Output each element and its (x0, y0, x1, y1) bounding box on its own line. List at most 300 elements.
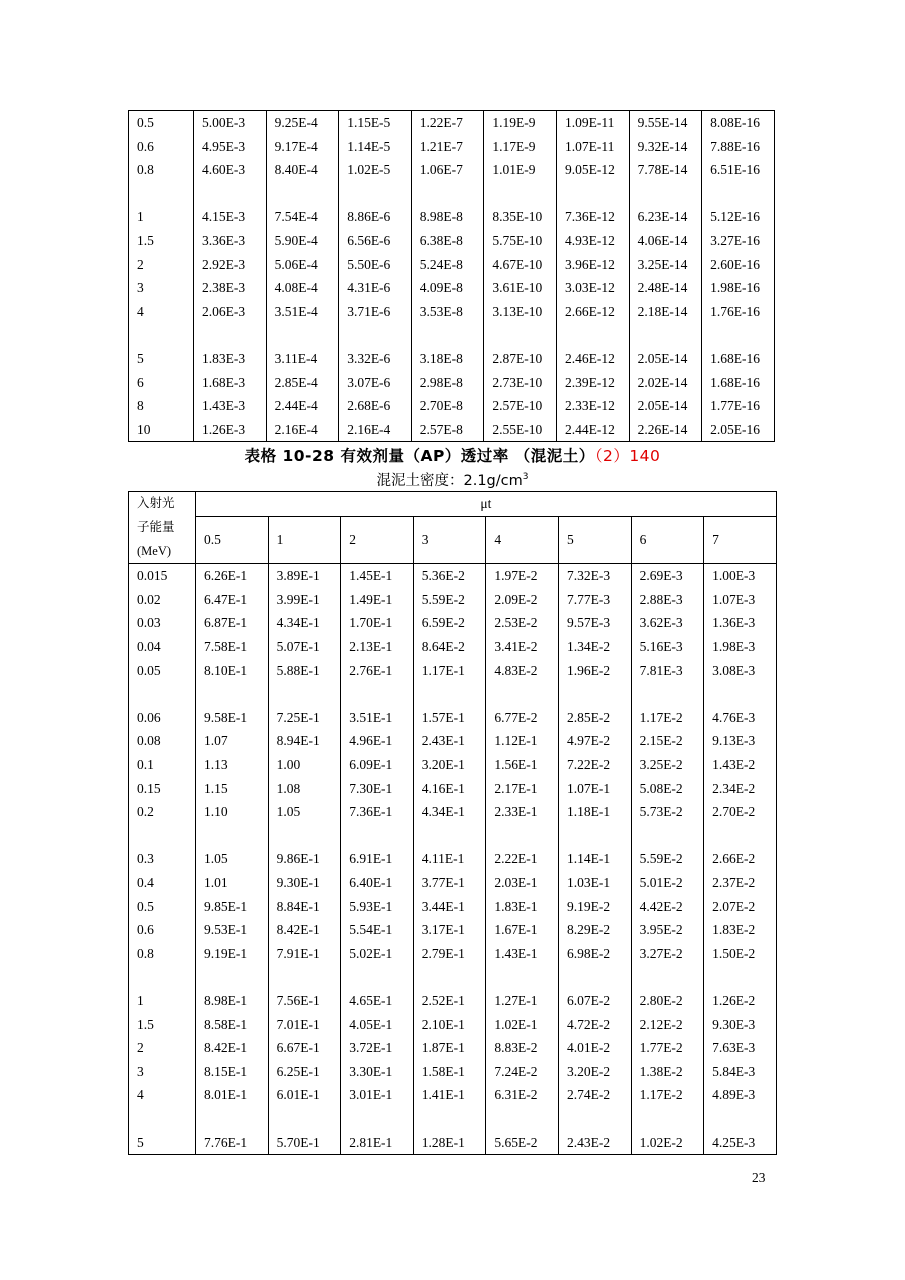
value-cell: 3.18E-8 (411, 347, 484, 371)
value-cell: 3.32E-6 (339, 347, 412, 371)
value-cell: 1.01 (196, 871, 269, 895)
column-header-cell: 0.5 (196, 516, 269, 564)
energy-cell: 0.8 (129, 158, 194, 182)
value-cell (558, 682, 631, 706)
value-cell: 1.17E-2 (631, 1083, 704, 1107)
value-cell: 1.13 (196, 753, 269, 777)
table-bottom-body (129, 492, 777, 1155)
energy-cell: 0.6 (129, 135, 194, 159)
header-row-mu (129, 492, 777, 517)
value-cell (413, 824, 486, 848)
value-cell: 1.50E-2 (704, 942, 777, 966)
value-cell: 5.73E-2 (631, 800, 704, 824)
value-cell: 7.54E-4 (266, 205, 339, 229)
side-header-line-2: 子能量 (129, 516, 196, 540)
value-cell: 7.01E-1 (268, 1013, 341, 1037)
value-cell: 1.36E-3 (704, 611, 777, 635)
value-cell: 6.91E-1 (341, 847, 414, 871)
table-row (129, 371, 775, 395)
value-cell: 5.06E-4 (266, 253, 339, 277)
value-cell: 4.83E-2 (486, 659, 559, 683)
value-cell: 9.30E-3 (704, 1013, 777, 1037)
column-header-cell: 6 (631, 516, 704, 564)
energy-cell: 5 (129, 1131, 196, 1155)
value-cell: 2.53E-2 (486, 611, 559, 635)
value-cell: 1.70E-1 (341, 611, 414, 635)
value-cell: 1.07E-1 (558, 777, 631, 801)
value-cell (556, 182, 629, 206)
value-cell: 1.83E-1 (486, 895, 559, 919)
value-cell: 1.27E-1 (486, 989, 559, 1013)
table-row (129, 729, 777, 753)
value-cell: 5.90E-4 (266, 229, 339, 253)
value-cell: 4.97E-2 (558, 729, 631, 753)
value-cell: 2.12E-2 (631, 1013, 704, 1037)
value-cell: 4.76E-3 (704, 706, 777, 730)
value-cell (629, 182, 702, 206)
value-cell: 2.17E-1 (486, 777, 559, 801)
value-cell (704, 1107, 777, 1131)
value-cell: 3.53E-8 (411, 300, 484, 324)
value-cell: 9.58E-1 (196, 706, 269, 730)
value-cell: 4.93E-12 (556, 229, 629, 253)
energy-cell: 1.5 (129, 229, 194, 253)
value-cell: 7.56E-1 (268, 989, 341, 1013)
value-cell: 2.44E-4 (266, 394, 339, 418)
value-cell: 3.99E-1 (268, 588, 341, 612)
value-cell: 4.09E-8 (411, 276, 484, 300)
value-cell (629, 323, 702, 347)
value-cell: 1.17E-1 (413, 659, 486, 683)
value-cell: 2.05E-14 (629, 394, 702, 418)
value-cell: 4.01E-2 (558, 1036, 631, 1060)
value-cell: 5.88E-1 (268, 659, 341, 683)
value-cell: 2.33E-1 (486, 800, 559, 824)
value-cell: 7.78E-14 (629, 158, 702, 182)
value-cell: 5.59E-2 (413, 588, 486, 612)
value-cell: 6.47E-1 (196, 588, 269, 612)
table-spacer-row (129, 824, 777, 848)
value-cell: 4.34E-1 (268, 611, 341, 635)
value-cell: 1.28E-1 (413, 1131, 486, 1155)
value-cell: 5.24E-8 (411, 253, 484, 277)
energy-cell: 6 (129, 371, 194, 395)
value-cell: 1.77E-2 (631, 1036, 704, 1060)
mu-header: μt (196, 492, 777, 517)
value-cell: 3.01E-1 (341, 1083, 414, 1107)
value-cell: 2.34E-2 (704, 777, 777, 801)
value-cell: 5.50E-6 (339, 253, 412, 277)
value-cell: 9.17E-4 (266, 135, 339, 159)
density-superscript: 3 (522, 472, 529, 483)
value-cell: 9.85E-1 (196, 895, 269, 919)
value-cell: 1.12E-1 (486, 729, 559, 753)
value-cell: 3.62E-3 (631, 611, 704, 635)
value-cell: 3.27E-16 (702, 229, 775, 253)
value-cell: 3.30E-1 (341, 1060, 414, 1084)
value-cell: 2.66E-2 (704, 847, 777, 871)
value-cell: 6.26E-1 (196, 564, 269, 588)
value-cell: 5.01E-2 (631, 871, 704, 895)
table-row (129, 205, 775, 229)
value-cell (413, 965, 486, 989)
value-cell (486, 682, 559, 706)
value-cell: 8.83E-2 (486, 1036, 559, 1060)
value-cell: 2.43E-2 (558, 1131, 631, 1155)
value-cell (558, 1107, 631, 1131)
energy-cell: 3 (129, 1060, 196, 1084)
value-cell: 9.19E-2 (558, 895, 631, 919)
value-cell: 3.11E-4 (266, 347, 339, 371)
value-cell: 2.37E-2 (704, 871, 777, 895)
value-cell (704, 682, 777, 706)
value-cell: 1.15 (196, 777, 269, 801)
value-cell: 5.75E-10 (484, 229, 557, 253)
column-header-cell: 4 (486, 516, 559, 564)
value-cell: 1.18E-1 (558, 800, 631, 824)
value-cell: 5.59E-2 (631, 847, 704, 871)
value-cell: 1.43E-2 (704, 753, 777, 777)
table-row (129, 253, 775, 277)
value-cell: 9.05E-12 (556, 158, 629, 182)
density-subtitle (0, 469, 905, 490)
table-row (129, 706, 777, 730)
value-cell: 4.72E-2 (558, 1013, 631, 1037)
value-cell: 1.08 (268, 777, 341, 801)
table-row (129, 135, 775, 159)
value-cell: 8.35E-10 (484, 205, 557, 229)
value-cell: 3.27E-2 (631, 942, 704, 966)
value-cell (486, 1107, 559, 1131)
value-cell: 3.08E-3 (704, 659, 777, 683)
energy-cell: 1 (129, 989, 196, 1013)
value-cell: 2.48E-14 (629, 276, 702, 300)
energy-cell: 4 (129, 1083, 196, 1107)
value-cell: 1.68E-16 (702, 347, 775, 371)
value-cell: 1.17E-2 (631, 706, 704, 730)
value-cell: 6.87E-1 (196, 611, 269, 635)
table-row (129, 229, 775, 253)
value-cell: 2.39E-12 (556, 371, 629, 395)
value-cell: 8.15E-1 (196, 1060, 269, 1084)
value-cell: 2.70E-8 (411, 394, 484, 418)
value-cell (413, 1107, 486, 1131)
value-cell: 3.61E-10 (484, 276, 557, 300)
value-cell: 3.25E-2 (631, 753, 704, 777)
value-cell: 3.95E-2 (631, 918, 704, 942)
value-cell: 2.03E-1 (486, 871, 559, 895)
value-cell: 6.31E-2 (486, 1083, 559, 1107)
value-cell: 2.76E-1 (341, 659, 414, 683)
value-cell: 1.83E-3 (194, 347, 267, 371)
value-cell: 1.02E-1 (486, 1013, 559, 1037)
value-cell: 5.93E-1 (341, 895, 414, 919)
value-cell: 1.45E-1 (341, 564, 414, 588)
value-cell: 1.34E-2 (558, 635, 631, 659)
value-cell: 3.07E-6 (339, 371, 412, 395)
energy-cell: 2 (129, 253, 194, 277)
table-row (129, 276, 775, 300)
value-cell (411, 182, 484, 206)
energy-cell: 1 (129, 205, 194, 229)
value-cell: 7.36E-12 (556, 205, 629, 229)
value-cell: 7.30E-1 (341, 777, 414, 801)
value-cell: 8.01E-1 (196, 1083, 269, 1107)
table-row (129, 871, 777, 895)
energy-cell: 0.8 (129, 942, 196, 966)
table-top-body (129, 111, 775, 442)
value-cell (704, 824, 777, 848)
value-cell: 6.09E-1 (341, 753, 414, 777)
table-row (129, 1083, 777, 1107)
value-cell: 1.58E-1 (413, 1060, 486, 1084)
value-cell (266, 323, 339, 347)
value-cell: 4.67E-10 (484, 253, 557, 277)
value-cell: 5.08E-2 (631, 777, 704, 801)
table-row (129, 989, 777, 1013)
value-cell: 6.23E-14 (629, 205, 702, 229)
value-cell: 4.65E-1 (341, 989, 414, 1013)
energy-cell (129, 965, 196, 989)
value-cell: 2.98E-8 (411, 371, 484, 395)
value-cell: 9.53E-1 (196, 918, 269, 942)
value-cell: 3.03E-12 (556, 276, 629, 300)
value-cell: 2.69E-3 (631, 564, 704, 588)
value-cell (341, 1107, 414, 1131)
value-cell: 7.88E-16 (702, 135, 775, 159)
table-title (0, 444, 905, 466)
energy-cell: 4 (129, 300, 194, 324)
value-cell: 2.88E-3 (631, 588, 704, 612)
table-row (129, 635, 777, 659)
value-cell: 2.09E-2 (486, 588, 559, 612)
value-cell: 2.74E-2 (558, 1083, 631, 1107)
value-cell: 2.05E-14 (629, 347, 702, 371)
value-cell: 2.52E-1 (413, 989, 486, 1013)
value-cell: 4.95E-3 (194, 135, 267, 159)
value-cell: 6.07E-2 (558, 989, 631, 1013)
value-cell: 6.77E-2 (486, 706, 559, 730)
energy-cell: 0.08 (129, 729, 196, 753)
value-cell: 2.81E-1 (341, 1131, 414, 1155)
value-cell: 4.25E-3 (704, 1131, 777, 1155)
value-cell: 2.79E-1 (413, 942, 486, 966)
value-cell (486, 824, 559, 848)
value-cell: 8.42E-1 (196, 1036, 269, 1060)
table-row (129, 158, 775, 182)
energy-cell (129, 1107, 196, 1131)
transmission-table-concrete (128, 491, 777, 1155)
value-cell: 1.00 (268, 753, 341, 777)
value-cell: 1.14E-5 (339, 135, 412, 159)
value-cell: 2.22E-1 (486, 847, 559, 871)
value-cell: 7.25E-1 (268, 706, 341, 730)
value-cell: 8.98E-1 (196, 989, 269, 1013)
table-row (129, 588, 777, 612)
energy-cell: 0.6 (129, 918, 196, 942)
value-cell: 4.06E-14 (629, 229, 702, 253)
header-row-columns (129, 516, 777, 540)
table-row (129, 1036, 777, 1060)
value-cell: 1.67E-1 (486, 918, 559, 942)
table-row (129, 111, 775, 135)
value-cell: 1.26E-2 (704, 989, 777, 1013)
value-cell: 9.55E-14 (629, 111, 702, 135)
value-cell: 7.63E-3 (704, 1036, 777, 1060)
value-cell: 3.51E-1 (341, 706, 414, 730)
value-cell: 1.98E-16 (702, 276, 775, 300)
value-cell: 9.13E-3 (704, 729, 777, 753)
table-row (129, 800, 777, 824)
value-cell: 8.40E-4 (266, 158, 339, 182)
value-cell: 2.13E-1 (341, 635, 414, 659)
value-cell: 2.85E-2 (558, 706, 631, 730)
value-cell: 1.43E-3 (194, 394, 267, 418)
value-cell: 2.05E-16 (702, 418, 775, 442)
value-cell: 1.10 (196, 800, 269, 824)
value-cell: 9.25E-4 (266, 111, 339, 135)
value-cell (413, 682, 486, 706)
value-cell: 3.71E-6 (339, 300, 412, 324)
value-cell: 1.07E-11 (556, 135, 629, 159)
value-cell: 5.70E-1 (268, 1131, 341, 1155)
value-cell: 5.36E-2 (413, 564, 486, 588)
energy-cell: 0.15 (129, 777, 196, 801)
value-cell (556, 323, 629, 347)
value-cell: 7.91E-1 (268, 942, 341, 966)
value-cell: 4.89E-3 (704, 1083, 777, 1107)
value-cell (268, 682, 341, 706)
value-cell: 2.44E-12 (556, 418, 629, 442)
value-cell: 2.80E-2 (631, 989, 704, 1013)
value-cell: 7.22E-2 (558, 753, 631, 777)
table-spacer-row (129, 182, 775, 206)
value-cell (268, 824, 341, 848)
value-cell: 7.76E-1 (196, 1131, 269, 1155)
value-cell: 2.60E-16 (702, 253, 775, 277)
value-cell: 8.29E-2 (558, 918, 631, 942)
value-cell: 6.38E-8 (411, 229, 484, 253)
value-cell: 4.60E-3 (194, 158, 267, 182)
table-row (129, 942, 777, 966)
page-number: 23 (752, 1170, 766, 1185)
value-cell: 2.10E-1 (413, 1013, 486, 1037)
value-cell: 7.81E-3 (631, 659, 704, 683)
value-cell: 5.54E-1 (341, 918, 414, 942)
value-cell: 9.19E-1 (196, 942, 269, 966)
energy-cell: 0.04 (129, 635, 196, 659)
value-cell: 1.38E-2 (631, 1060, 704, 1084)
value-cell (558, 965, 631, 989)
column-header-cell: 1 (268, 516, 341, 564)
value-cell: 1.49E-1 (341, 588, 414, 612)
table-row (129, 394, 775, 418)
value-cell (631, 824, 704, 848)
energy-cell: 0.1 (129, 753, 196, 777)
energy-cell: 0.5 (129, 895, 196, 919)
value-cell: 6.40E-1 (341, 871, 414, 895)
value-cell: 1.14E-1 (558, 847, 631, 871)
value-cell: 1.06E-7 (411, 158, 484, 182)
table-spacer-row (129, 323, 775, 347)
transmission-table-continued (128, 110, 775, 442)
value-cell: 6.59E-2 (413, 611, 486, 635)
value-cell: 1.02E-5 (339, 158, 412, 182)
value-cell: 7.77E-3 (558, 588, 631, 612)
value-cell: 1.26E-3 (194, 418, 267, 442)
value-cell (194, 323, 267, 347)
value-cell: 3.17E-1 (413, 918, 486, 942)
value-cell: 8.08E-16 (702, 111, 775, 135)
table-row (129, 659, 777, 683)
value-cell: 6.98E-2 (558, 942, 631, 966)
value-cell: 2.43E-1 (413, 729, 486, 753)
value-cell: 2.16E-4 (266, 418, 339, 442)
table-row (129, 895, 777, 919)
table-row (129, 1131, 777, 1155)
table-row (129, 753, 777, 777)
value-cell: 1.05 (268, 800, 341, 824)
value-cell: 8.64E-2 (413, 635, 486, 659)
value-cell: 2.57E-10 (484, 394, 557, 418)
column-header-cell: 2 (341, 516, 414, 564)
value-cell: 1.21E-7 (411, 135, 484, 159)
energy-cell: 0.3 (129, 847, 196, 871)
value-cell (341, 824, 414, 848)
value-cell: 7.24E-2 (486, 1060, 559, 1084)
value-cell (196, 1107, 269, 1131)
value-cell: 8.98E-8 (411, 205, 484, 229)
value-cell: 3.20E-1 (413, 753, 486, 777)
value-cell: 1.87E-1 (413, 1036, 486, 1060)
value-cell: 3.36E-3 (194, 229, 267, 253)
value-cell: 2.26E-14 (629, 418, 702, 442)
value-cell (266, 182, 339, 206)
energy-cell: 0.02 (129, 588, 196, 612)
energy-cell: 0.2 (129, 800, 196, 824)
value-cell: 1.96E-2 (558, 659, 631, 683)
energy-cell: 3 (129, 276, 194, 300)
table-title-main: 表格 10-28 有效剂量（AP）透过率 （混泥土） (244, 447, 595, 465)
value-cell: 6.25E-1 (268, 1060, 341, 1084)
value-cell: 1.77E-16 (702, 394, 775, 418)
energy-cell: 2 (129, 1036, 196, 1060)
value-cell (196, 824, 269, 848)
value-cell: 1.00E-3 (704, 564, 777, 588)
value-cell (196, 682, 269, 706)
value-cell: 3.77E-1 (413, 871, 486, 895)
table-row (129, 918, 777, 942)
table-spacer-row (129, 682, 777, 706)
energy-cell (129, 824, 196, 848)
value-cell: 8.84E-1 (268, 895, 341, 919)
table-spacer-row (129, 965, 777, 989)
value-cell: 5.02E-1 (341, 942, 414, 966)
value-cell: 9.57E-3 (558, 611, 631, 635)
value-cell (339, 182, 412, 206)
value-cell: 2.85E-4 (266, 371, 339, 395)
energy-cell (129, 682, 196, 706)
value-cell: 1.41E-1 (413, 1083, 486, 1107)
value-cell (194, 182, 267, 206)
value-cell (339, 323, 412, 347)
value-cell: 9.86E-1 (268, 847, 341, 871)
value-cell: 6.01E-1 (268, 1083, 341, 1107)
value-cell: 1.83E-2 (704, 918, 777, 942)
value-cell: 1.17E-9 (484, 135, 557, 159)
value-cell: 1.97E-2 (486, 564, 559, 588)
value-cell: 1.02E-2 (631, 1131, 704, 1155)
